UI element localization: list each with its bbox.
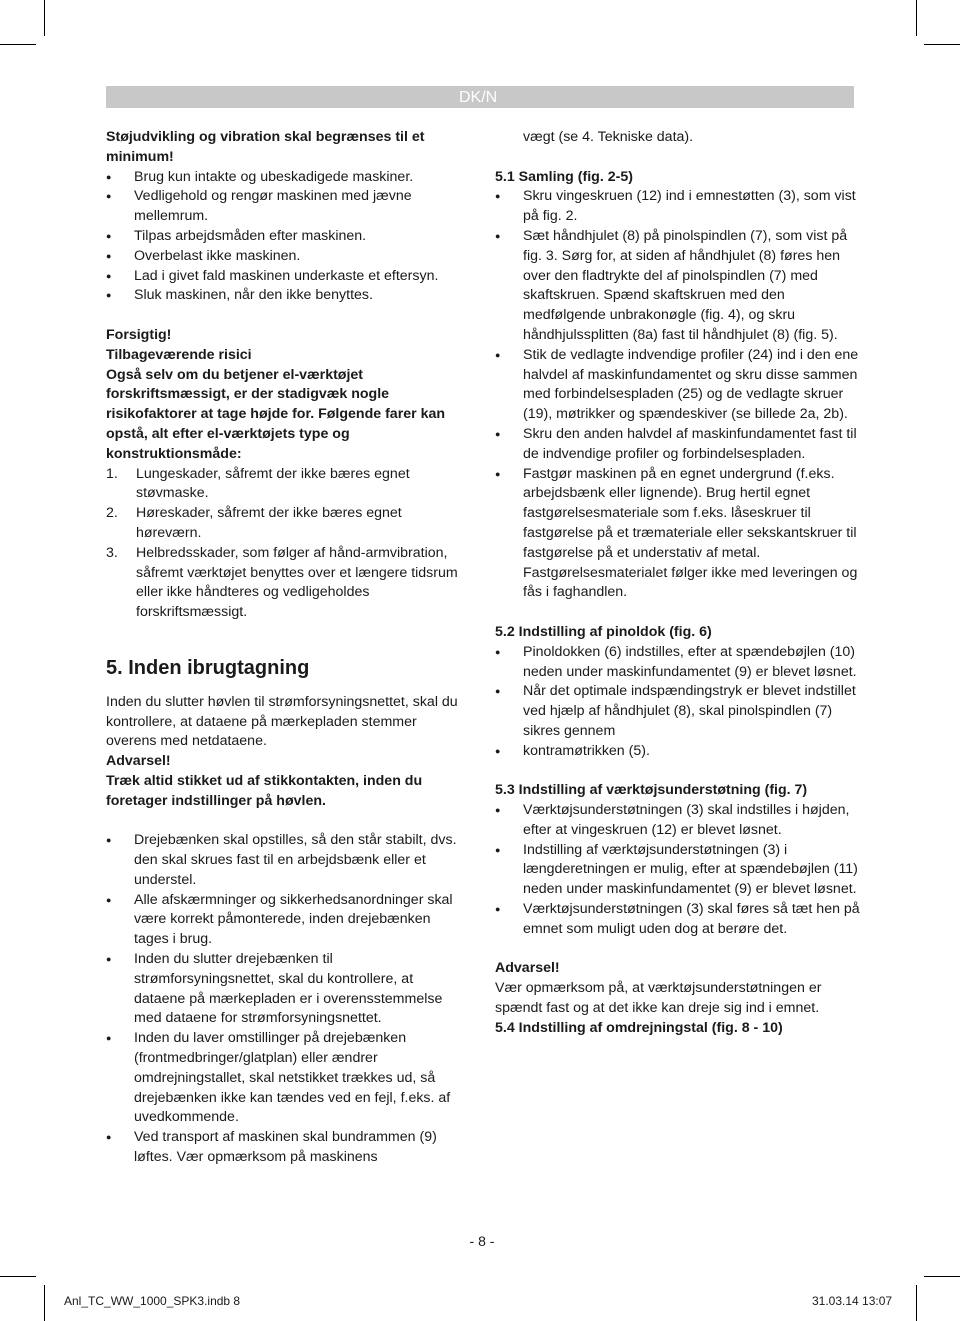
list-item: ● Skru den anden halvdel af maskinfundamentet fast til de indvendige profiler og forbindelsespladen. xyxy=(495,425,861,465)
section-5-4-title: 5.4 Indstilling af omdrejningstal (fig. 8 - 10) xyxy=(495,1019,783,1036)
list-item: ● Alle afskærmninger og sikkerhedsanordninger skal være korrekt påmonterede, inden drejebænken tages i brug. xyxy=(106,891,464,950)
crop-mark xyxy=(0,1276,36,1277)
footer-date: 31.03.14 13:07 xyxy=(812,1294,893,1308)
noise-bullet-list xyxy=(106,168,464,307)
list-item: ● Drejebænken skal opstilles, så den står stabilt, dvs. den skal skrues fast til en arbejdsbænk eller et understel. xyxy=(106,831,464,890)
residual-risk-text: Også selv om du betjener el-værktøjet forskriftsmæssigt, er der stadigvæk nogle risikofaktorer at tage højde for. Følgende farer kan opstå, alt efter el-værktøjets type og konstruktionsmåde: xyxy=(106,366,446,462)
list-item: 1. Lungeskader, såfremt der ikke bæres egnet støvmaske. xyxy=(106,465,410,502)
page-number: - 8 - xyxy=(469,1233,495,1249)
section-5-1-list xyxy=(495,187,861,603)
crop-mark xyxy=(44,1285,45,1321)
list-item: ● Inden du laver omstillinger på drejebænken (frontmedbringer/glatplan) eller ændrer omdrejningstallet, skal netstikket trækkes ud, så drejebænken ikke kan tændes ved en fejl, f.eks. af uvedkommende. xyxy=(106,1029,464,1128)
warning-title: Advarsel! xyxy=(495,960,560,977)
caution-title: Forsigtig! xyxy=(106,326,172,343)
left-column xyxy=(106,128,464,1168)
list-item: ● Fastgør maskinen på en egnet undergrund (f.eks. arbejdsbænk eller lignende). Brug hertil egnet fastgørelsesmateriale som f.eks. låseskruer til fastgørelse på et træmateriale eller sekskantskruer til fastgørelse på et understativ af metal. Fastgørelsesmaterialet følger ikke med leveringen og fås i faghandlen. xyxy=(495,465,861,604)
list-item: 2. Høreskader, såfremt der ikke bæres egnet høreværn. xyxy=(106,505,402,541)
warning-text: Træk altid stikket ud af stikkontakten, inden du foretager indstillinger på høvlen. xyxy=(106,772,423,809)
list-item: ● Sæt håndhjulet (8) på pinolspindlen (7), som vist på fig. 3. Sørg for, at siden af håndhjulet (8) føres hen over den fladtrykte del af pinolspindlen (7) med skaftskruen. Spænd skaftskruen med den medfølgende unbrakonøgle (fig. 4), og skru håndhjulssplitten (8a) fast til håndhjulet (8) (fig. 5). xyxy=(495,227,861,346)
noise-heading: Støjudvikling og vibration skal begrænses til et minimum! xyxy=(106,129,425,165)
list-item: ● Indstilling af værktøjsunderstøtningen (3) i længderetningen er mulig, efter at spændebøjlen (11) neden under maskinfundamentet (9) er blevet løsnet. xyxy=(495,841,861,900)
crop-mark xyxy=(924,1276,960,1277)
residual-risk-title: Tilbageværende risici xyxy=(106,346,252,363)
section-5-3-title: 5.3 Indstilling af værktøjsunderstøtning (fig. 7) xyxy=(495,782,808,799)
risk-list xyxy=(106,465,464,623)
warning-text: Vær opmærksom på, at værktøjsunderstøtningen er spændt fast og at det ikke kan dreje sig ind i emnet. xyxy=(495,980,822,1017)
section-5-text: Inden du slutter høvlen til strømforsyningsnettet, skal du kontrollere, at dataene på mærkepladen stemmer overens med netdataene. xyxy=(106,693,458,750)
list-item: ● Værktøjsunderstøtningen (3) skal indstilles i højden, efter at vingeskruen (12) er blevet løsnet. xyxy=(495,801,861,841)
list-item: ● Vedligehold og rengør maskinen med jævne mellemrum. xyxy=(106,187,464,227)
list-item: ● Overbelast ikke maskinen. xyxy=(106,247,464,267)
list-item: ● Tilpas arbejdsmåden efter maskinen. xyxy=(106,227,464,247)
crop-mark xyxy=(916,1285,917,1321)
list-item: ● Ved transport af maskinen skal bundrammen (9) løftes. Vær opmærksom på maskinens xyxy=(106,1128,464,1168)
crop-mark xyxy=(924,44,960,45)
crop-mark xyxy=(916,0,917,36)
list-item: ● Pinoldokken (6) indstilles, efter at spændebøjlen (10) neden under maskinfundamentet (9) er blevet løsnet. xyxy=(495,643,861,683)
warning-title: Advarsel! xyxy=(106,753,171,770)
section-5-3-list xyxy=(495,801,861,940)
list-item: ● Inden du slutter drejebænken til strømforsyningsnettet, skal du kontrollere, at dataene på mærkepladen er i overensstemmelse med dataene for strømforsyningsnettet. xyxy=(106,950,464,1029)
continued-text: vægt (se 4. Tekniske data). xyxy=(523,129,694,145)
crop-mark xyxy=(44,0,45,36)
list-item: ● Når det optimale indspændingstryk er blevet indstillet ved hjælp af håndhjulet (8), skal pinolspindlen (7) sikres gennem xyxy=(495,682,861,741)
list-item: ● kontramøtrikken (5). xyxy=(495,742,861,762)
list-item: ● Lad i givet fald maskinen underkaste et eftersyn. xyxy=(106,267,464,287)
footer-filename: Anl_TC_WW_1000_SPK3.indb 8 xyxy=(64,1294,241,1308)
crop-mark xyxy=(0,44,36,45)
section-5-1-title: 5.1 Samling (fig. 2-5) xyxy=(495,168,633,185)
section-5-title: 5. Inden ibrugtagning xyxy=(106,656,310,679)
setup-bullet-list xyxy=(106,831,464,1168)
list-item: ● Skru vingeskruen (12) ind i emnestøtten (3), som vist på fig. 2. xyxy=(495,187,861,227)
list-item: 3. Helbredsskader, som følger af hånd-armvibration, såfremt værktøjet benyttes over et længere tidsrum eller ikke håndteres og vedligeholdes forskriftsmæssigt. xyxy=(106,544,458,621)
right-column xyxy=(495,128,861,1039)
language-label: DK/N xyxy=(459,89,498,106)
list-item: ● Stik de vedlagte indvendige profiler (24) ind i den ene halvdel af maskinfundamentet og skru disse sammen med forbindelsespladen (25) og de vedlagte skruer (19), møtrikker og spændeskiver (se billede 2a, 2b). xyxy=(495,346,861,425)
section-5-2-title: 5.2 Indstilling af pinoldok (fig. 6) xyxy=(495,623,712,640)
list-item: ● Sluk maskinen, når den ikke benyttes. xyxy=(106,286,464,306)
list-item: ● Værktøjsunderstøtningen (3) skal føres så tæt hen på emnet som muligt uden dog at berøre det. xyxy=(495,900,861,940)
section-5-2-list xyxy=(495,643,861,762)
list-item: ● Brug kun intakte og ubeskadigede maskiner. xyxy=(106,168,464,188)
